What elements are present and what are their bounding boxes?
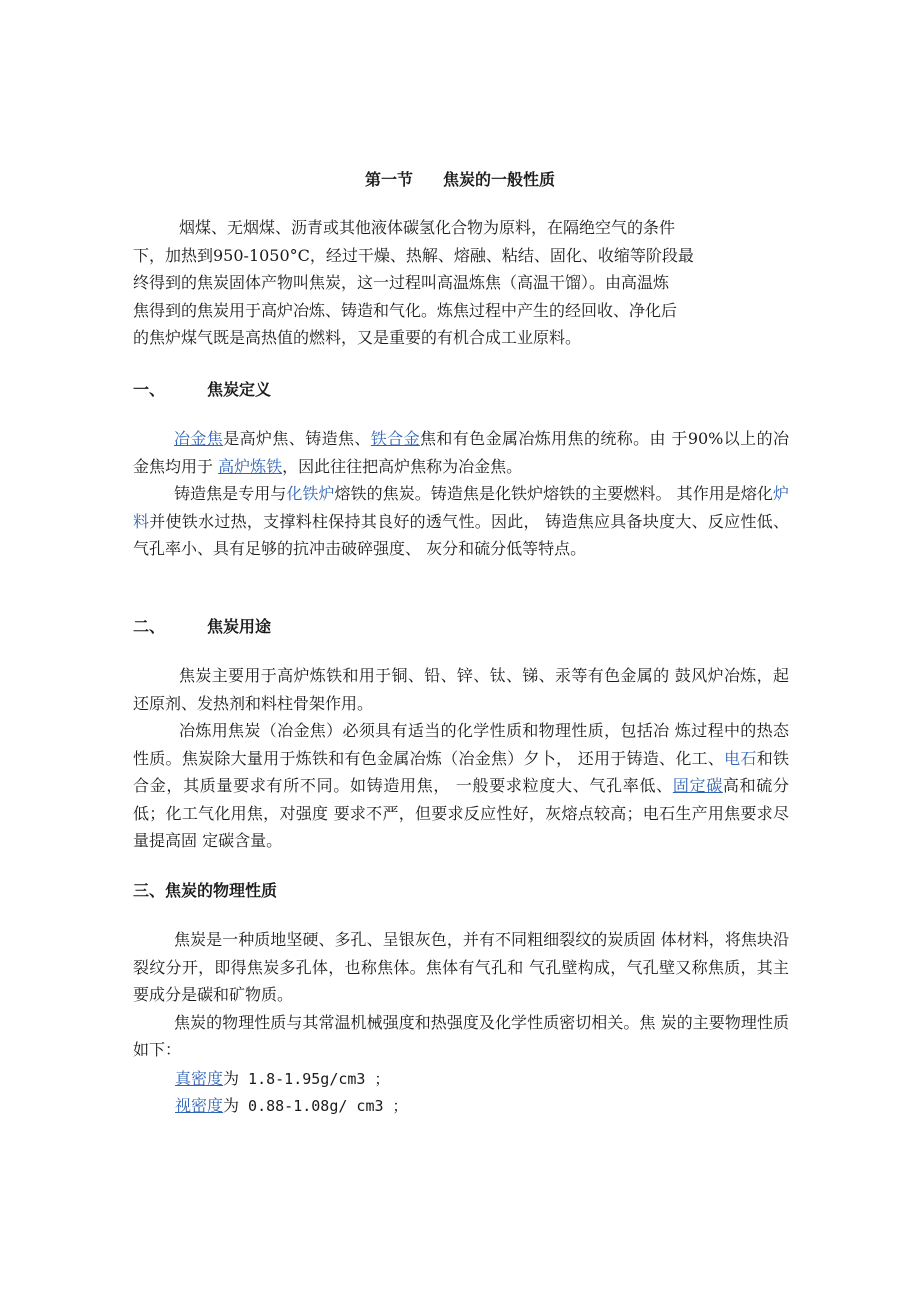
property-value: 1.8-1.95g/cm3 ； [239, 1070, 390, 1088]
physical-paragraph-1: 焦炭是一种质地坚硬、多孔、呈银灰色，并有不同粗细裂纹的炭质固 体材料，将焦块沿裂纹分开，即得焦炭多孔体，也称焦体。焦体有气孔和 气孔壁构成，气孔壁又称焦质，其主要成分是碳和矿物质。 [133, 930, 789, 1004]
link-metallurgical-coke[interactable]: 冶金焦 [174, 429, 224, 448]
link-charge[interactable]: 炉料 [133, 484, 789, 531]
link-cupola[interactable]: 化铁炉 [286, 484, 335, 503]
link-fixed-carbon[interactable]: 固定碳 [672, 776, 723, 795]
page-title [0, 166, 920, 194]
text-run: 铸造焦是专用与 [174, 484, 287, 503]
definition-section [133, 425, 789, 563]
definition-paragraph-1 [133, 425, 789, 480]
intro-paragraph [133, 214, 789, 352]
physical-section [133, 926, 789, 1064]
text-run: 是高炉焦、铸造焦、 [223, 429, 371, 448]
link-calcium-carbide[interactable]: 电石 [724, 748, 757, 768]
definition-paragraph-2 [133, 480, 789, 563]
intro-line: 焦得到的焦炭用于高炉冶炼、铸造和气化。炼焦过程中产生的经回收、净化后 [133, 300, 678, 320]
section-number: 二、 [133, 617, 166, 636]
section-heading-uses [133, 614, 271, 640]
intro-line: 下，加热到950-1050°C，经过干燥、热解、熔融、粘结、固化、收缩等阶段最 [133, 245, 694, 265]
text-run: 熔铁的焦炭。铸造焦是化铁炉熔铁的主要燃料。 其作用是熔化 [334, 484, 773, 503]
title-section: 第一节 [364, 170, 413, 189]
text-run: 和铁合金，其质量要求有所不同。如铸造用焦， 一般要求粒度大、气孔率低、 [133, 748, 789, 795]
link-apparent-density[interactable]: 视密度 [175, 1096, 224, 1115]
section-number: 一、 [133, 380, 166, 399]
section-label: 焦炭用途 [207, 617, 272, 636]
text-run: ，因此往往把高炉焦称为冶金焦。 [282, 456, 523, 476]
uses-section [133, 662, 789, 855]
physical-paragraph-2: 焦炭的物理性质与其常温机械强度和热强度及化学性质密切相关。焦 炭的主要物理性质如下： [133, 1012, 789, 1059]
uses-paragraph-1: 焦炭主要用于高炉炼铁和用于铜、铅、锌、钛、锑、汞等有色金属的 鼓风炉冶炼，起还原剂、发热剂和料柱骨架作用。 [133, 666, 789, 713]
text-run: 焦和有色金属冶炼用焦的统称。由 于90%以上的冶金焦均用于 [133, 429, 789, 476]
link-ferroalloy[interactable]: 铁合金 [370, 429, 420, 448]
text-run: 为 [223, 1069, 240, 1088]
section-label: 焦炭定义 [207, 380, 272, 399]
uses-paragraph-2 [133, 717, 789, 855]
section-heading-physical: 三、焦炭的物理性质 [133, 881, 278, 900]
property-value: 0.88-1.08g/ cm3 ； [239, 1097, 408, 1115]
property-true-density [175, 1066, 390, 1092]
link-blast-furnace-ironmaking[interactable]: 高炉炼铁 [218, 456, 283, 476]
text-run: 为 [223, 1096, 240, 1115]
text-run: 冶炼用焦炭（冶金焦）必须具有适当的化学性质和物理性质，包括冶 炼过程中的热态性质。焦炭除大量用于炼铁和有色金属冶炼（冶金焦）夕卜， 还用于铸造、化工、 [133, 721, 789, 768]
text-run: 高和硫分低；化工气化用焦，对强度 要求不严，但要求反应性好，灰熔点较高；电石生产用焦要求尽量提高固 定碳含量。 [133, 776, 789, 850]
property-apparent-density [175, 1093, 408, 1119]
section-heading-definition [133, 377, 271, 403]
title-name: 焦炭的一般性质 [443, 170, 556, 189]
link-true-density[interactable]: 真密度 [175, 1069, 224, 1088]
intro-line: 烟煤、无烟煤、沥青或其他液体碳氢化合物为原料，在隔绝空气的条件 [179, 218, 676, 237]
text-run: 并使铁水过热，支撑料柱保持其良好的透气性。因此， 铸造焦应具备块度大、反应性低、气孔率小、具有足够的抗冲击破碎强度、 灰分和硫分低等特点。 [133, 511, 789, 558]
intro-line: 的焦炉煤气既是高热值的燃料，又是重要的有机合成工业原料。 [133, 328, 582, 347]
intro-line: 终得到的焦炭固体产物叫焦炭，这一过程叫高温炼焦（高温干馏）。由高温炼 [133, 273, 670, 292]
